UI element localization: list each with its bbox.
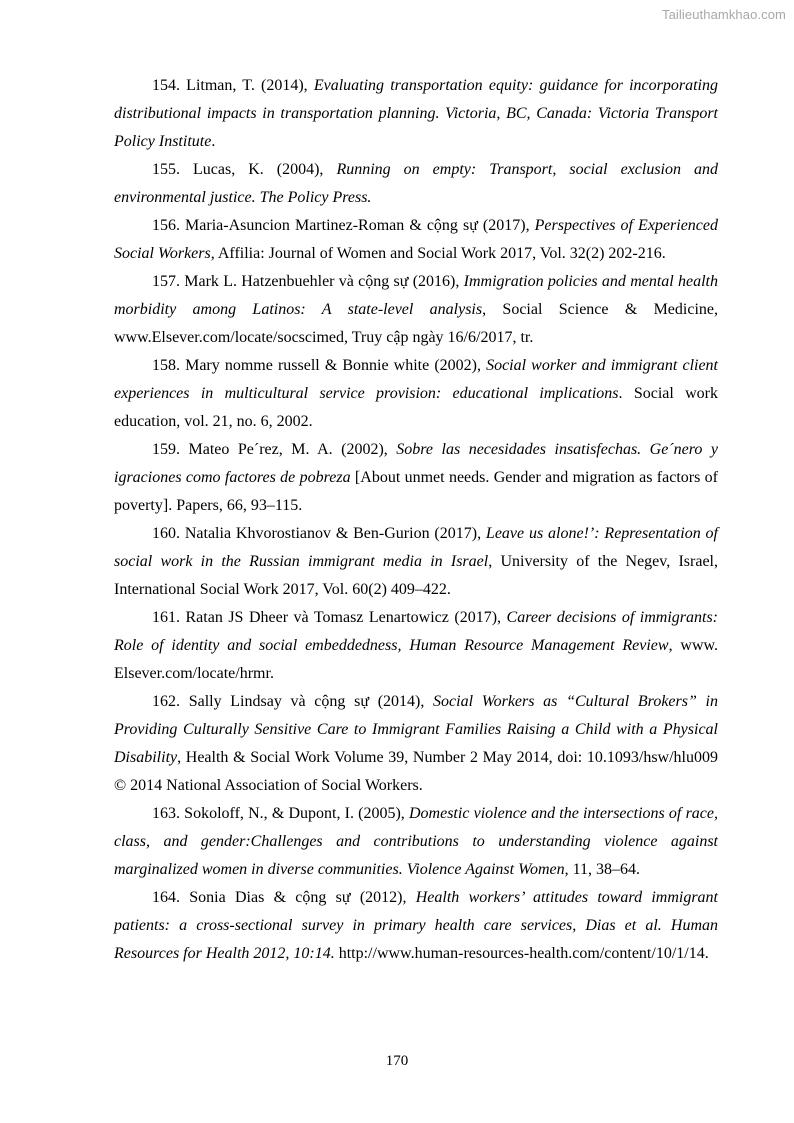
ref-text: , 11, 38–64. bbox=[564, 861, 641, 878]
reference-160 bbox=[114, 520, 718, 604]
reference-163 bbox=[114, 800, 718, 884]
ref-text: , Affilia: Journal of Women and Social Work 2017, Vol. 32(2) 202-216. bbox=[210, 245, 666, 262]
ref-text: , Social Science & Medicine, www.Elsever.com/locate/socscimed, Truy cập ngày 16/6/2017, tr. bbox=[114, 301, 719, 346]
reference-162 bbox=[114, 688, 718, 800]
ref-title: Social Workers as “Cultural Brokers” in Providing Culturally Sensitive Care to Immigrant Families Raising a Child with a Physical Disability bbox=[114, 693, 719, 766]
ref-text: 158. Mary nomme russell & Bonnie white (2002), bbox=[152, 357, 487, 374]
ref-text: , Health & Social Work Volume 39, Number 2 May 2014, doi: 10.1093/hsw/hlu009 © 2014 National Association of Social Workers. bbox=[114, 749, 718, 794]
ref-text: 162. Sally Lindsay và cộng sự (2014), bbox=[152, 693, 434, 710]
ref-text: 160. Natalia Khvorostianov & Ben-Gurion (2017), bbox=[152, 525, 486, 542]
ref-title: Evaluating transportation equity: guidance for incorporating distributional impacts in transportation planning. Victoria, BC, Canada: Victoria Transport Policy Institute bbox=[114, 77, 718, 150]
ref-title: Domestic violence and the intersections of race, class, and gender:Challenges and contributions to understanding violence against marginalized women in diverse communities. Violence Against Women bbox=[114, 805, 718, 878]
watermark: Tailieuthamkhao.com bbox=[661, 7, 786, 22]
ref-title: Immigration policies and mental health morbidity among Latinos: A state-level analysis bbox=[114, 273, 719, 318]
ref-text: 164. Sonia Dias & cộng sự (2012), bbox=[152, 889, 416, 906]
reference-list bbox=[114, 72, 718, 968]
reference-157 bbox=[114, 268, 718, 352]
ref-title: Social worker and immigrant client experiences in multicultural service provision: educational implications bbox=[114, 357, 718, 402]
reference-155 bbox=[114, 156, 718, 212]
ref-text: 159. Mateo Pe´rez, M. A. (2002), bbox=[152, 441, 397, 458]
ref-text: 161. Ratan JS Dheer và Tomasz Lenartowicz (2017), bbox=[152, 609, 507, 626]
ref-text: http://www.human-resources-health.com/content/10/1/14. bbox=[334, 945, 709, 962]
page-number: 170 bbox=[385, 1053, 409, 1069]
ref-text: . Social work education, vol. 21, no. 6, 2002. bbox=[114, 385, 719, 430]
ref-text: 154. Litman, T. (2014), bbox=[152, 77, 314, 94]
ref-text: , www. Elsever.com/locate/hrmr. bbox=[114, 637, 719, 682]
ref-title: Running on empty: Transport, social exclusion and environmental justice. The Policy Press. bbox=[114, 161, 718, 206]
ref-text: [About unmet needs. Gender and migration as factors of poverty]. Papers, 66, 93–115. bbox=[114, 469, 719, 514]
ref-text: 156. Maria-Asuncion Martinez-Roman & cộng sự (2017), bbox=[152, 217, 535, 234]
ref-text: . bbox=[211, 133, 216, 150]
reference-161 bbox=[114, 604, 718, 688]
reference-154 bbox=[114, 72, 718, 156]
ref-text: 155. Lucas, K. (2004), bbox=[152, 161, 337, 178]
reference-156 bbox=[114, 212, 718, 268]
ref-title: Health workers’ attitudes toward immigrant patients: a cross-sectional survey in primary health care services, Dias et al. Human Resources for Health 2012, 10:14. bbox=[114, 889, 719, 962]
ref-title: Perspectives of Experienced Social Workers bbox=[114, 217, 718, 262]
ref-text: 163. Sokoloff, N., & Dupont, I. (2005), bbox=[152, 805, 409, 822]
reference-158 bbox=[114, 352, 718, 436]
ref-title: Leave us alone!’: Representation of social work in the Russian immigrant media in Israel bbox=[114, 525, 718, 570]
reference-164 bbox=[114, 884, 718, 968]
reference-159 bbox=[114, 436, 718, 520]
ref-text: , University of the Negev, Israel, International Social Work 2017, Vol. 60(2) 409–422. bbox=[114, 553, 719, 598]
ref-title: Sobre las necesidades insatisfechas. Ge´nero y igraciones como factores de pobreza bbox=[114, 441, 718, 486]
ref-title: Career decisions of immigrants: Role of identity and social embeddedness, Human Resource Management Review bbox=[114, 609, 719, 654]
ref-text: 157. Mark L. Hatzenbuehler và cộng sự (2016), bbox=[152, 273, 464, 290]
